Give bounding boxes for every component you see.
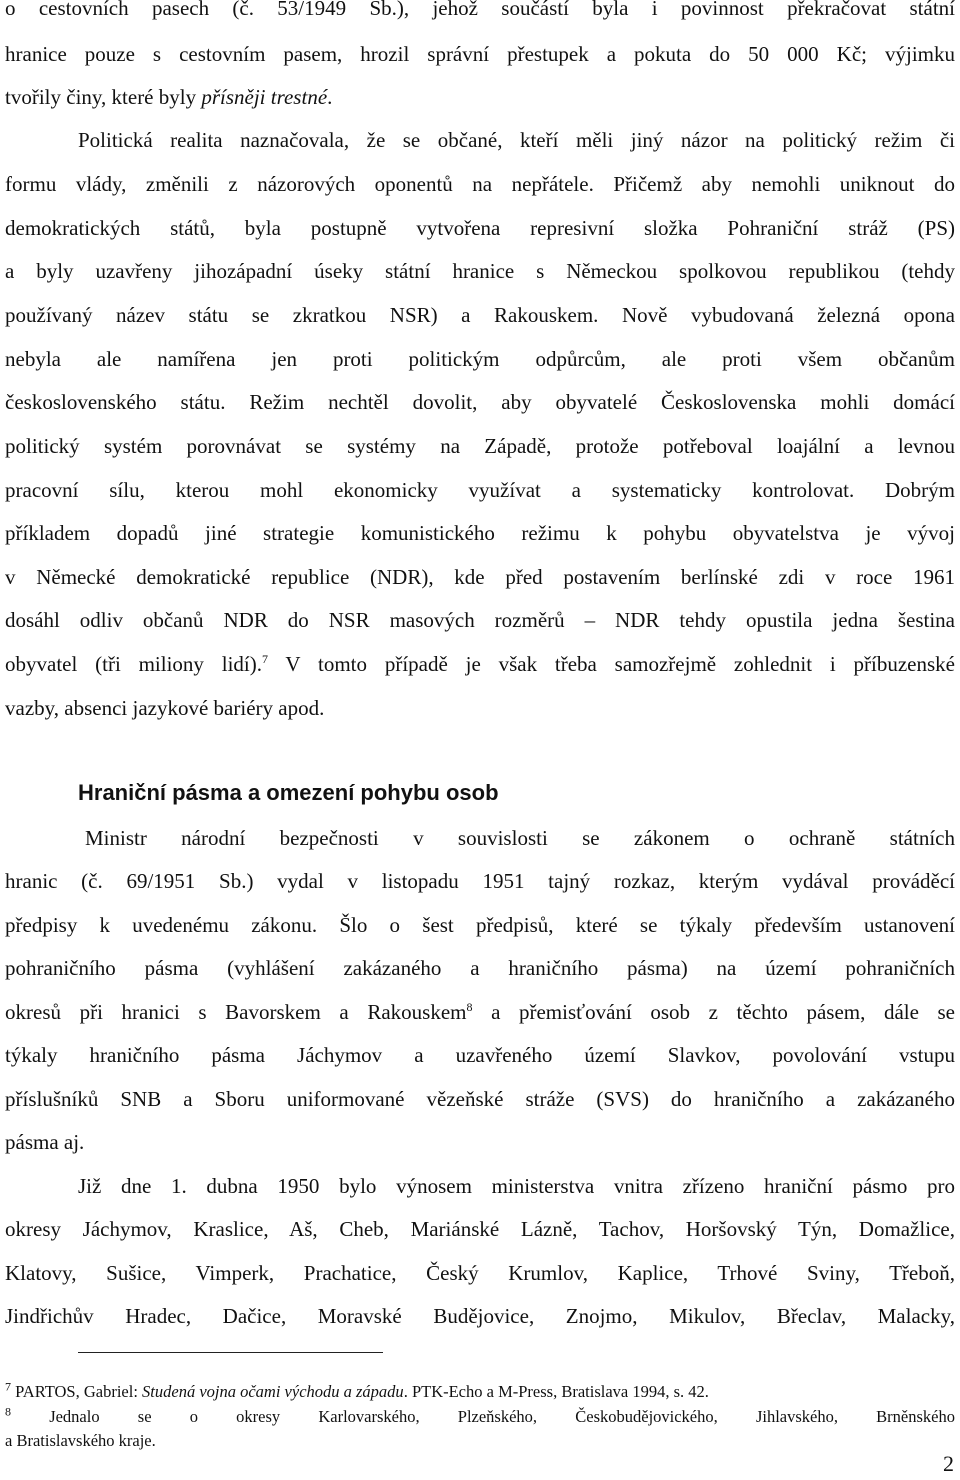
- body-text-line: příslušníků SNB a Sboru uniformované vězeňské stráže (SVS) do hraničního a zakázaného: [5, 1087, 955, 1111]
- body-text-line: nebyla ale namířena jen proti politickým odpůrcům, ale proti všem občanům: [5, 347, 955, 371]
- body-text-line: pohraničního pásma (vyhlášení zakázaného a hraničního pásma) na území pohraničních: [5, 956, 955, 980]
- italic-text: přísněji trestné: [201, 85, 328, 109]
- body-text-line: československého státu. Režim nechtěl dovolit, aby obyvatelé Československa mohli domácí: [5, 390, 955, 414]
- body-text-line: Klatovy, Sušice, Vimperk, Prachatice, Český Krumlov, Kaplice, Trhové Sviny, Třeboň,: [5, 1261, 955, 1285]
- body-text-line: demokratických států, byla postupně vytvořena represivní složka Pohraniční stráž (PS): [5, 216, 955, 240]
- footnote-number: 8: [5, 1404, 11, 1419]
- footnote-8-continuation: a Bratislavského kraje.: [5, 1431, 156, 1450]
- text-span: tvořily činy, které byly: [5, 85, 202, 109]
- body-text-line: politický systém porovnávat se systémy na Západě, protože potřeboval loajální a levnou: [5, 434, 955, 458]
- text-span: . PTK-Echo a M-Press, Bratislava 1994, s. 42.: [403, 1382, 709, 1401]
- body-text-line: [5, 998, 955, 1026]
- body-text-line: vazby, absenci jazykové bariéry apod.: [5, 696, 325, 720]
- body-text-line: hranic (č. 69/1951 Sb.) vydal v listopadu 1951 tajný rozkaz, kterým vydával prováděcí: [5, 869, 955, 893]
- body-text-line: používaný název státu se zkratkou NSR) a Rakouskem. Nově vybudovaná železná opona: [5, 303, 955, 327]
- body-text-line: hranice pouze s cestovním pasem, hrozil správní přestupek a pokuta do 50 000 Kč; výjimku: [5, 42, 955, 66]
- footnote-separator: [78, 1352, 383, 1353]
- body-text-line: formu vlády, změnili z názorových oponentů na nepřátele. Přičemž aby nemohli uniknout do: [5, 172, 955, 196]
- text-span: a přemisťování osob z těchto pásem, dále se: [472, 1000, 956, 1024]
- footnote-7: [5, 1381, 955, 1403]
- section-heading: Hraniční pásma a omezení pohybu osob: [78, 780, 499, 805]
- body-text-line: [5, 83, 955, 111]
- text-span: V tomto případě je však třeba samozřejmě zohlednit i příbuzenské: [267, 652, 955, 676]
- page-number: 2: [943, 1451, 954, 1476]
- body-text-line: o cestovních pasech (č. 53/1949 Sb.), jehož součástí byla i povinnost překračovat státní: [5, 0, 955, 20]
- body-text-line: příkladem dopadů jiné strategie komunistického režimu k pohybu obyvatelstva je vývoj: [5, 521, 955, 545]
- body-text-line: dosáhl odliv občanů NDR do NSR masových rozměrů – NDR tehdy opustila jedna šestina: [5, 608, 955, 632]
- body-text-line: v Německé demokratické republice (NDR), kde před postavením berlínské zdi v roce 1961: [5, 565, 955, 589]
- body-text-line: pásma aj.: [5, 1130, 85, 1154]
- text-span: PARTOS, Gabriel:: [11, 1382, 143, 1401]
- text-span: obyvatel (tři miliony lidí).: [5, 652, 262, 676]
- body-text-line: Již dne 1. dubna 1950 bylo výnosem ministerstva vnitra zřízeno hraniční pásmo pro: [78, 1174, 955, 1198]
- body-text-line: Jindřichův Hradec, Dačice, Moravské Budějovice, Znojmo, Mikulov, Břeclav, Malacky,: [5, 1304, 955, 1328]
- body-text-line: týkaly hraničního pásma Jáchymov a uzavřeného území Slavkov, povolování vstupu: [5, 1043, 955, 1067]
- body-text-line: [5, 650, 955, 678]
- body-text-line: okresy Jáchymov, Kraslice, Aš, Cheb, Mariánské Lázně, Tachov, Horšovský Týn, Domažlice,: [5, 1217, 955, 1241]
- italic-text: Studená vojna očami východu a západu: [142, 1382, 404, 1401]
- text-span: .: [327, 85, 333, 109]
- footnote-8: [5, 1406, 955, 1428]
- text-span: okresů při hranici s Bavorskem a Rakouskem: [5, 1000, 467, 1024]
- footnote-ref-8[interactable]: 8: [466, 1000, 473, 1014]
- footnote-ref-7[interactable]: 7: [261, 652, 268, 666]
- body-text-line: Ministr národní bezpečnosti v souvislosti se zákonem o ochraně státních: [85, 826, 955, 850]
- body-text-line: a byly uzavřeny jihozápadní úseky státní hranice s Německou spolkovou republikou (tehdy: [5, 259, 955, 283]
- body-text-line: pracovní sílu, kterou mohl ekonomicky využívat a systematicky kontrolovat. Dobrým: [5, 478, 955, 502]
- body-text-line: předpisy k uvedenému zákonu. Šlo o šest předpisů, které se týkaly především ustanovení: [5, 913, 955, 937]
- text-span: Jednalo se o okresy Karlovarského, Plzeňského, Českobudějovického, Jihlavského, Brněnského: [11, 1407, 955, 1426]
- body-text-line: Politická realita naznačovala, že se občané, kteří měli jiný názor na politický režim či: [78, 128, 955, 152]
- footnote-number: 7: [5, 1379, 11, 1394]
